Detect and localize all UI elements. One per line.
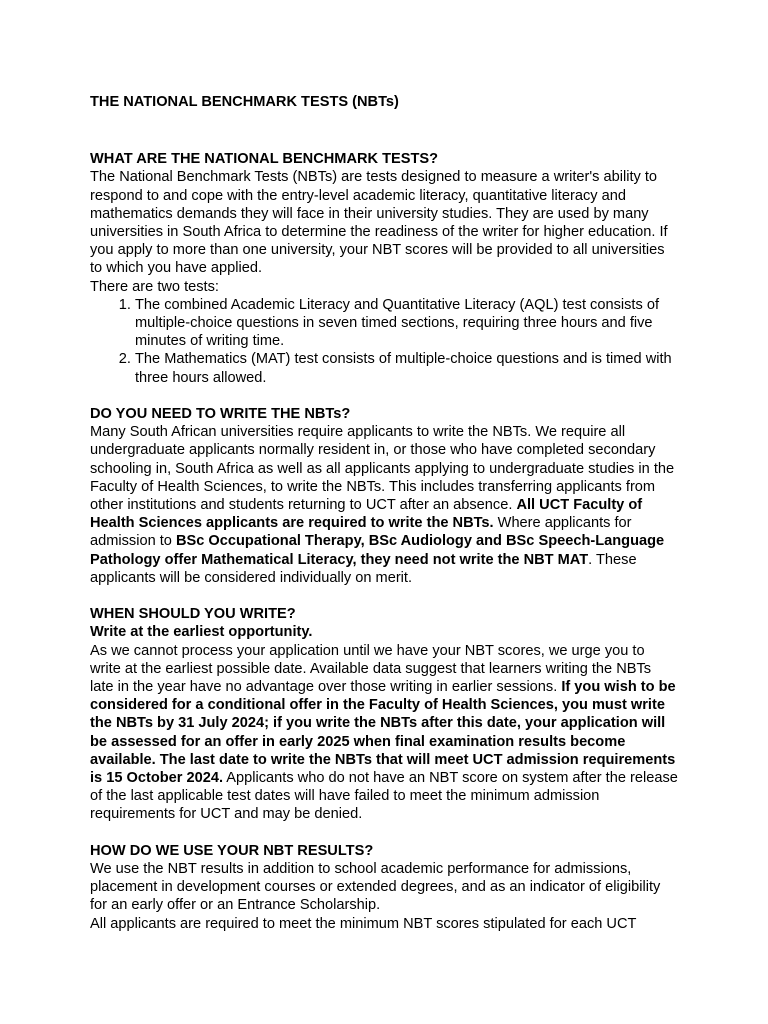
need-bold-2: BSc Occupational Therapy, BSc Audiology and BSc Speech-Language Pathology offer Mathematical Literacy, they need not write the NBT MAT xyxy=(90,533,665,568)
need-text-1: Many South African universities require applicants to write the NBTs. We require all undergraduate applicants normally resident in, or those who have completed secondary schooling in, South Africa as well as all applicants applying to undergraduate studies in the Faculty of Health Sciences, to write the NBTs. This includes transferring applicants from other institutions and students returning to UCT after an absence. xyxy=(90,424,675,514)
when-text-1: As we cannot process your application until we have your NBT scores, we urge you to write at the earliest possible date. Available data suggest that learners writing the NBTs late in the year have no advantage over those writing in earlier sessions. xyxy=(90,642,652,696)
need-text-3: . These applicants will be considered individually on merit. xyxy=(90,551,637,586)
test-item-mat: 2. The Mathematics (MAT) test consists of multiple-choice questions and is timed with three hours allowed. xyxy=(135,350,678,386)
section-heading-need: DO YOU NEED TO WRITE THE NBTs? xyxy=(90,406,351,423)
when-paragraph xyxy=(90,642,678,824)
tests-lead-text: There are two tests: xyxy=(90,278,219,295)
when-bold-1: If you wish to be considered for a conditional offer in the Faculty of Health Sciences, you must write the NBTs by 31 July 2024; if you write the NBTs after this date, your application will be assessed for an offer in early 2025 when final examination results become available. The last date to write the NBTs that will meet UCT admission requirements is 15 October 2024. xyxy=(90,679,676,787)
need-bold-1: All UCT Faculty of Health Sciences applicants are required to write the NBTs. xyxy=(90,497,643,532)
when-text-2: Applicants who do not have an NBT score on system after the release of the last applicable test dates will have failed to meet the minimum admission requirements for UCT and may be denied. xyxy=(90,770,678,823)
section-when-write xyxy=(90,605,678,823)
need-text-2: Where applicants for admission to xyxy=(90,515,632,550)
test-item-aql: 1. The combined Academic Literacy and Quantitative Literacy (AQL) test consists of multiple-choice questions in seven timed sections, requiring three hours and five minutes of writing time. xyxy=(135,296,678,351)
how-paragraph-1: We use the NBT results in addition to school academic performance for admissions, placement in development courses or extended degrees, and as an indicator of eligibility for an early offer or an Entrance Scholarship. xyxy=(90,861,661,914)
tests-list xyxy=(90,296,678,387)
document-title: THE NATIONAL BENCHMARK TESTS (NBTs) xyxy=(90,94,399,110)
what-intro-paragraph: The National Benchmark Tests (NBTs) are tests designed to measure a writer's ability to respond to and cope with the entry-level academic literacy, quantitative literacy and mathematics demands they will face in their university studies. They are used by many universities in South Africa to determine the readiness of the writer for higher education. If you apply to more than one university, your NBT scores will be provided to all universities to which you have applied. xyxy=(90,169,668,277)
how-paragraph-2: All applicants are required to meet the minimum NBT scores stipulated for each UCT xyxy=(90,915,637,932)
section-heading-what: WHAT ARE THE NATIONAL BENCHMARK TESTS? xyxy=(90,151,439,168)
section-heading-when: WHEN SHOULD YOU WRITE? xyxy=(90,606,296,623)
section-heading-how: HOW DO WE USE YOUR NBT RESULTS? xyxy=(90,842,374,859)
section-do-you-need xyxy=(90,405,678,587)
when-subheading: Write at the earliest opportunity. xyxy=(90,624,313,641)
need-paragraph xyxy=(90,423,678,587)
section-what-are-nbts xyxy=(90,150,678,387)
section-how-use-results xyxy=(90,842,678,933)
